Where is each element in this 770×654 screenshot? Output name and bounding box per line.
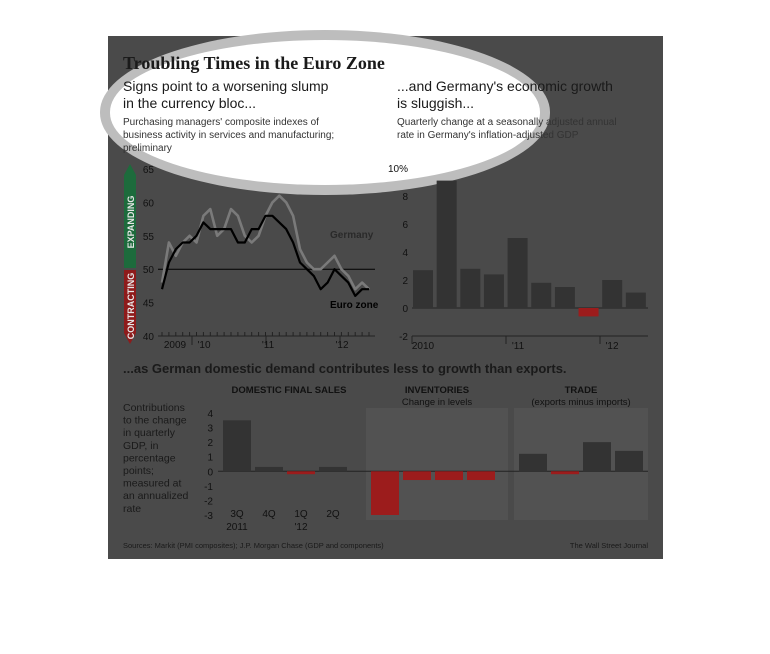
gdp-x-tick-label: 2010 (411, 341, 435, 352)
gdp-bar (531, 283, 551, 308)
contrib-bar (551, 471, 579, 474)
gdp-y-tick-label: 8 (402, 192, 408, 203)
contrib-side-note-line: Contributions (123, 402, 185, 414)
pmi-y-tick-label: 40 (142, 332, 154, 343)
gdp-bar (484, 274, 504, 308)
contrib-bar (583, 442, 611, 471)
gdp-bar (579, 308, 599, 316)
contrib-section-subtitle: (exports minus imports) (531, 397, 631, 408)
eurozone-line (162, 216, 369, 296)
contrib-bar (223, 420, 251, 471)
pmi-line-chart (124, 164, 379, 351)
gdp-y-tick-label: 0 (402, 304, 408, 315)
contrib-side-note-line: in quarterly (123, 427, 175, 440)
contrib-side-note-line: percentage (123, 452, 176, 465)
gdp-y-tick-label: 4 (402, 248, 408, 259)
contrib-bar (615, 451, 643, 471)
contrib-y-tick-label: -1 (204, 481, 213, 493)
gdp-subtitle-line-1: ...and Germany's economic growth (397, 78, 613, 94)
sources-note: Sources: Markit (PMI composites); J.P. Morgan Chase (GDP and components) (123, 541, 384, 550)
pmi-x-tick-label: '12 (335, 340, 349, 351)
contrib-section-subtitle: Change in levels (401, 397, 473, 408)
pmi-y-tick-label: 65 (142, 165, 154, 176)
pmi-subtitle-line-2: in the currency bloc... (123, 95, 257, 111)
pmi-x-tick-label: '10 (197, 340, 211, 351)
eurozone-legend-label: Euro zone (330, 300, 379, 311)
pmi-x-tick-label: 2009 (163, 340, 187, 351)
contrib-bar (287, 471, 315, 474)
gdp-bar (508, 238, 528, 308)
contrib-bar (319, 467, 347, 471)
contrib-side-note-line: an annualized (123, 490, 189, 503)
gdp-y-tick-label: 6 (402, 220, 408, 231)
contrib-x-tick-label: 3Q (230, 509, 244, 520)
gdp-x-tick-label: '12 (605, 341, 619, 352)
contrib-side-note-line: measured at (123, 477, 182, 490)
gdp-bar (460, 269, 480, 308)
pmi-y-tick-label: 45 (142, 298, 154, 310)
germany-line (162, 196, 369, 290)
contrib-x-tick-label: 4Q (262, 509, 276, 520)
contrib-x-tick-sublabel: 2011 (226, 522, 248, 533)
gdp-description-line-2: rate in Germany's inflation-adjusted GDP (397, 130, 579, 141)
contrib-y-tick-label: -3 (204, 511, 213, 522)
gdp-bar (555, 287, 575, 308)
contrib-headline: ...as German domestic demand contributes less to growth than exports. (123, 361, 567, 376)
gdp-y-tick-label: 2 (402, 276, 408, 287)
credit-label: The Wall Street Journal (569, 541, 648, 550)
contrib-side-note-line: rate (123, 502, 142, 515)
contrib-section-title: TRADE (564, 385, 598, 396)
pmi-description-line-2: business activity in services and manufacturing; (123, 130, 335, 141)
expanding-label: EXPANDING (126, 195, 136, 249)
pmi-description-line-1: Purchasing managers' composite indexes of (123, 117, 319, 128)
page-title: Troubling Times in the Euro Zone (123, 53, 385, 73)
contrib-bar (467, 471, 495, 480)
contrib-bar (255, 467, 283, 471)
contrib-y-tick-label: 1 (207, 452, 213, 464)
gdp-x-tick-label: '11 (511, 341, 525, 352)
gdp-bar (626, 293, 646, 308)
contrib-y-tick-label: 3 (207, 423, 213, 435)
gdp-description-line-1: Quarterly change at a seasonally adjusted annual (397, 117, 617, 128)
contrib-side-note (123, 402, 189, 515)
contrib-bar (403, 471, 431, 480)
gdp-bar (602, 280, 622, 308)
contrib-x-tick-sublabel: '12 (294, 522, 308, 533)
germany-legend-label: Germany (330, 230, 374, 241)
contrib-y-tick-label: 2 (207, 438, 213, 450)
pmi-y-tick-label: 60 (142, 198, 154, 210)
contrib-side-note-line: GDP, in (123, 439, 159, 452)
contrib-y-tick-label: -2 (204, 496, 213, 508)
contrib-section-title: INVENTORIES (404, 385, 470, 396)
gdp-subtitle-line-2: is sluggish... (397, 95, 475, 111)
contrib-x-tick-label: 2Q (326, 509, 340, 520)
contrib-bar (371, 471, 399, 515)
contributions-bar-chart (204, 385, 648, 533)
contrib-section-title: DOMESTIC FINAL SALES (231, 385, 347, 396)
gdp-y-tick-label: 10% (387, 164, 408, 175)
contracting-label: CONTRACTING (126, 272, 136, 340)
contrib-side-note-line: to the change (123, 414, 187, 427)
contrib-bar (435, 471, 463, 480)
pmi-x-tick-label: '11 (261, 340, 275, 351)
pmi-subtitle-line-1: Signs point to a worsening slump (123, 78, 329, 94)
contrib-y-tick-label: 0 (207, 467, 213, 479)
gdp-bar (437, 181, 457, 308)
gdp-bar-chart (388, 164, 648, 352)
gdp-y-tick-label: -2 (399, 332, 408, 343)
pmi-y-tick-label: 50 (142, 265, 154, 277)
gdp-bar (413, 270, 433, 308)
pmi-y-tick-label: 55 (142, 231, 154, 243)
pmi-description-line-3: preliminary (123, 143, 172, 154)
contrib-y-tick-label: 4 (207, 409, 213, 420)
contrib-x-tick-label: 1Q (294, 509, 308, 520)
contrib-bar (519, 454, 547, 471)
contrib-side-note-line: points; (123, 465, 154, 477)
